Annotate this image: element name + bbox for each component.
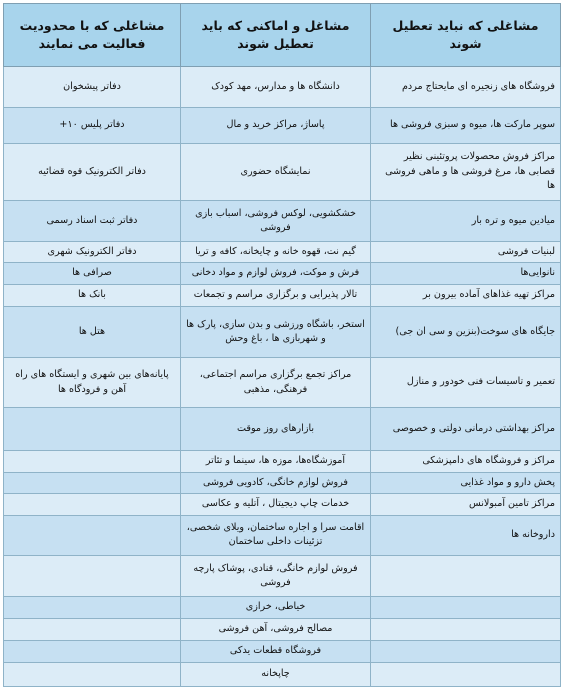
table-row	[4, 515, 561, 556]
header-must-not-close: مشاغلی که نباید تعطیل شوند	[371, 4, 561, 67]
cell-limited-operation	[4, 472, 181, 493]
table-row	[4, 663, 561, 687]
cell-limited-operation	[4, 619, 181, 640]
cell-must-not-close: داروخانه ها	[371, 515, 561, 556]
cell-must-close: فروش لوازم خانگی، قنادی، پوشاک پارچه فروشی	[181, 556, 371, 597]
cell-must-close: تالار پذیرایی و برگزاری مراسم و تجمعات	[181, 284, 371, 307]
cell-must-close: فروش لوازم خانگی، کادویی فروشی	[181, 472, 371, 493]
table-row	[4, 640, 561, 663]
cell-limited-operation: دفاتر ثبت اسناد رسمی	[4, 201, 181, 242]
header-limited-operation: مشاغلی که با محدودیت فعالیت می نمایند	[4, 4, 181, 67]
cell-must-not-close	[371, 663, 561, 687]
cell-must-not-close: مراکز تامین آمبولانس	[371, 494, 561, 515]
cell-must-close: خیاطی، خرازی	[181, 596, 371, 619]
cell-must-close: مراکز تجمع برگزاری مراسم اجتماعی، فرهنگی، مذهبی	[181, 357, 371, 408]
cell-must-not-close: تعمیر و تاسیسات فنی خودور و منازل	[371, 357, 561, 408]
cell-must-close: بازارهای روز موقت	[181, 408, 371, 451]
table-row	[4, 67, 561, 108]
cell-limited-operation	[4, 494, 181, 515]
cell-must-close: آموزشگاه‌ها، موزه ها، سینما و تئاتر	[181, 451, 371, 472]
cell-limited-operation: هتل ها	[4, 307, 181, 358]
cell-must-not-close: سوپر مارکت ها، میوه و سبزی فروشی ها	[371, 107, 561, 143]
cell-must-not-close: پخش دارو و مواد غذایی	[371, 472, 561, 493]
cell-must-not-close: مراکز تهیه غذاهای آماده بیرون بر	[371, 284, 561, 307]
cell-limited-operation: دفاتر پیشخوان	[4, 67, 181, 108]
cell-must-close: پاساژ، مراکز خرید و مال	[181, 107, 371, 143]
restrictions-table-container	[3, 3, 560, 687]
table-row	[4, 241, 561, 262]
cell-must-not-close: مراکز بهداشتی درمانی دولتی و خصوصی	[371, 408, 561, 451]
cell-must-not-close	[371, 619, 561, 640]
table-row	[4, 408, 561, 451]
cell-must-close: نمایشگاه حضوری	[181, 143, 371, 200]
cell-must-not-close	[371, 596, 561, 619]
table-row	[4, 143, 561, 200]
cell-must-close: استخر، باشگاه ورزشی و بدن سازی، پارک ها و شهربازی ها ، باغ وحش	[181, 307, 371, 358]
cell-must-not-close: میادین میوه و تره بار	[371, 201, 561, 242]
table-row	[4, 107, 561, 143]
cell-must-close: اقامت سرا و اجاره ساختمان، ویلای شخصی، تزئینات داخلی ساختمان	[181, 515, 371, 556]
table-row	[4, 472, 561, 493]
cell-must-not-close: نانوایی‌ها	[371, 263, 561, 284]
table-row	[4, 596, 561, 619]
cell-limited-operation: پایانه‌های بین شهری و ایستگاه های راه آهن و فرودگاه ها	[4, 357, 181, 408]
cell-must-not-close: جایگاه های سوخت(بنزین و سی ان جی)	[371, 307, 561, 358]
cell-limited-operation	[4, 640, 181, 663]
header-row	[4, 4, 561, 67]
cell-must-close: چاپخانه	[181, 663, 371, 687]
cell-must-close: فرش و موکت، فروش لوازم و مواد دخانی	[181, 263, 371, 284]
cell-limited-operation: دفاتر پلیس ۱۰+	[4, 107, 181, 143]
table-row	[4, 619, 561, 640]
table-row	[4, 357, 561, 408]
table-row	[4, 556, 561, 597]
table-row	[4, 451, 561, 472]
business-restrictions-table	[3, 3, 561, 687]
cell-limited-operation	[4, 451, 181, 472]
table-row	[4, 263, 561, 284]
cell-limited-operation	[4, 515, 181, 556]
cell-must-not-close: مراکز و فروشگاه های دامپزشکی	[371, 451, 561, 472]
cell-must-not-close: لبنیات فروشی	[371, 241, 561, 262]
cell-limited-operation	[4, 408, 181, 451]
cell-must-not-close: مراکز فروش محصولات پروتئینی نظیر قصابی ها، مرغ فروشی ها و ماهی فروشی ها	[371, 143, 561, 200]
cell-must-not-close	[371, 640, 561, 663]
table-row	[4, 201, 561, 242]
cell-limited-operation	[4, 596, 181, 619]
table-row	[4, 494, 561, 515]
cell-limited-operation: صرافی ها	[4, 263, 181, 284]
table-body	[4, 67, 561, 687]
cell-must-close: خشکشویی، لوکس فروشی، اسباب بازی فروشی	[181, 201, 371, 242]
cell-limited-operation: بانک ها	[4, 284, 181, 307]
cell-must-close: دانشگاه ها و مدارس، مهد کودک	[181, 67, 371, 108]
cell-must-close: گیم نت، قهوه خانه و چایخانه، کافه و تریا	[181, 241, 371, 262]
cell-must-not-close	[371, 556, 561, 597]
cell-must-not-close: فروشگاه های زنجیره ای مایحتاج مردم	[371, 67, 561, 108]
cell-limited-operation	[4, 556, 181, 597]
cell-must-close: مصالح فروشی، آهن فروشی	[181, 619, 371, 640]
table-row	[4, 307, 561, 358]
cell-limited-operation: دفاتر الکترونیک شهری	[4, 241, 181, 262]
cell-must-close: فروشگاه قطعات یدکی	[181, 640, 371, 663]
cell-limited-operation	[4, 663, 181, 687]
header-must-close: مشاغل و اماکنی که باید تعطیل شوند	[181, 4, 371, 67]
cell-must-close: خدمات چاپ دیجیتال ، آتلیه و عکاسی	[181, 494, 371, 515]
cell-limited-operation: دفاتر الکترونیک قوه قضائیه	[4, 143, 181, 200]
table-row	[4, 284, 561, 307]
